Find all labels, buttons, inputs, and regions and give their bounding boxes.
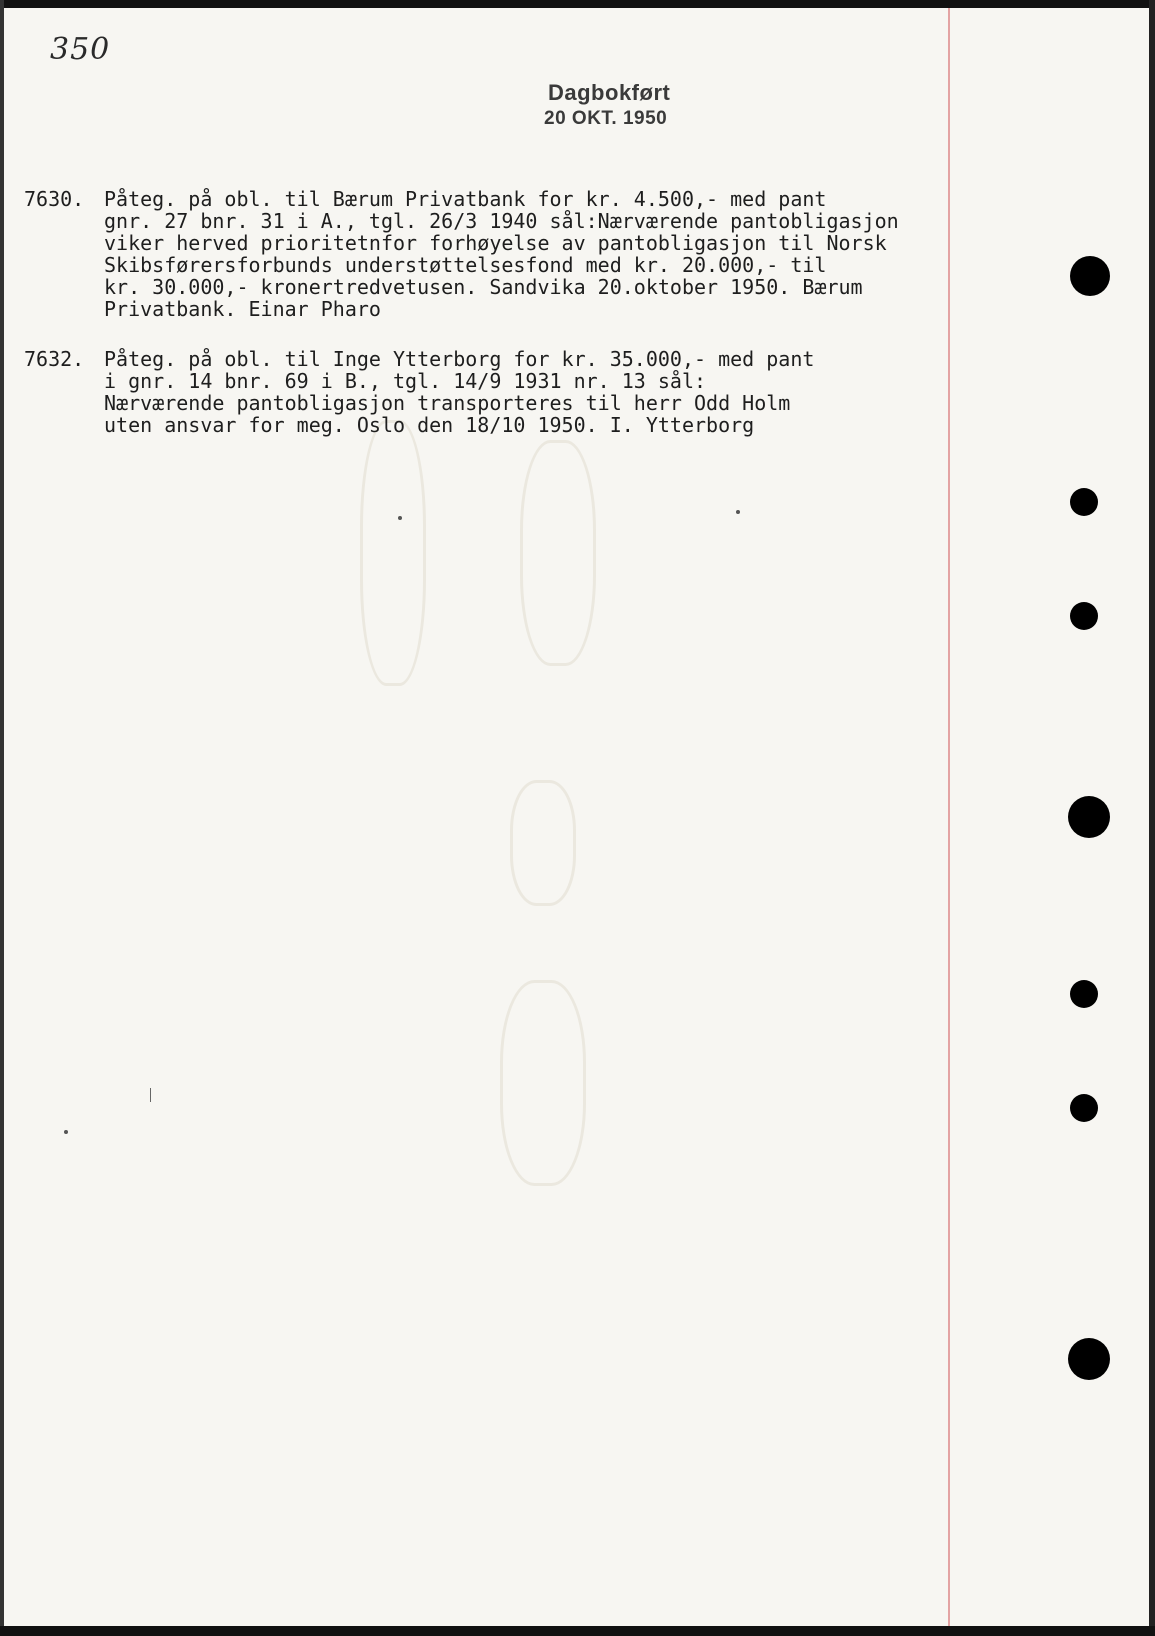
bleed-through-mark <box>510 780 576 906</box>
scan-edge-left <box>0 0 4 1636</box>
scan-speck <box>398 516 402 520</box>
entry-number: 7632. <box>24 347 85 371</box>
punch-hole <box>1068 796 1110 838</box>
punch-hole <box>1070 1094 1098 1122</box>
punch-hole <box>1070 602 1098 630</box>
scan-edge-bottom <box>0 1626 1155 1636</box>
entry-line: Nærværende pantobligasjon transporteres til herr Odd Holm <box>104 391 791 415</box>
entry-line: i gnr. 14 bnr. 69 i B., tgl. 14/9 1931 nr. 13 sål: <box>104 369 707 393</box>
scan-speck <box>736 510 740 514</box>
bleed-through-mark <box>360 420 426 686</box>
stamp-date: 20 OKT. 1950 <box>544 108 668 129</box>
entry-7632 <box>24 347 815 502</box>
scan-mark <box>150 1088 151 1102</box>
punch-hole <box>1068 1338 1110 1380</box>
bleed-through-mark <box>500 980 586 1186</box>
entry-line: uten ansvar for meg. Oslo den 18/10 1950. I. Ytterborg <box>104 413 755 437</box>
entry-line: Skibsførersforbunds understøttelsesfond med kr. 20.000,- til <box>104 253 827 277</box>
punch-hole <box>1070 980 1098 1008</box>
margin-line <box>948 8 950 1626</box>
scan-speck <box>64 1130 68 1134</box>
entry-line: Påteg. på obl. til Bærum Privatbank for kr. 4.500,- med pant <box>104 187 827 211</box>
date-stamp <box>544 80 671 130</box>
scan-edge-top <box>0 0 1155 8</box>
entry-number: 7630. <box>24 187 85 211</box>
punch-hole <box>1070 488 1098 516</box>
entry-line: gnr. 27 bnr. 31 i A., tgl. 26/3 1940 sål:Nærværende pantobligasjon <box>104 209 899 233</box>
entry-line: Privatbank. Einar Pharo <box>104 297 381 321</box>
stamp-title: Dagbokført <box>548 80 671 105</box>
punch-hole <box>1070 256 1110 296</box>
entry-line: kr. 30.000,- kronertredvetusen. Sandvika 20.oktober 1950. Bærum <box>104 275 863 299</box>
page-number: 350 <box>50 32 111 67</box>
scan-edge-right <box>1149 0 1155 1636</box>
bleed-through-mark <box>520 440 596 666</box>
entry-line: viker herved prioritetnfor forhøyelse av pantobligasjon til Norsk <box>104 231 887 255</box>
entry-line: Påteg. på obl. til Inge Ytterborg for kr. 35.000,- med pant <box>104 347 815 371</box>
